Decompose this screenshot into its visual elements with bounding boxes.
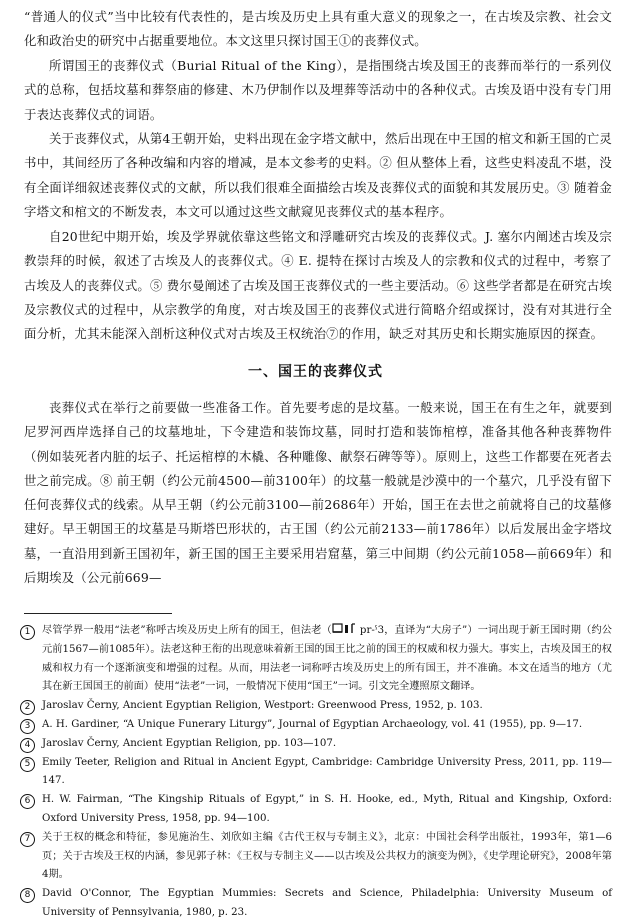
footnote-number: 2 <box>20 700 35 715</box>
footnote-text: David O'Connor, The Egyptian Mummies: Secrets and Science, Philadelphia: University Museum of University of Pennsylvania, 1980, p. 23. <box>42 888 612 918</box>
footnote-text: A. H. Gardiner, “A Unique Funerary Liturgy”, Journal of Egyptian Archaeology, vol. 41 (1955), pp. 9—17. <box>42 718 583 730</box>
footnote-divider <box>24 613 172 614</box>
footnote-item <box>20 829 612 885</box>
footnote-number: 3 <box>20 719 35 734</box>
footnote-text: Jaroslav Černy, Ancient Egyptian Religion, pp. 103—107. <box>42 737 337 749</box>
hieroglyph-pr-aa-icon <box>332 623 360 634</box>
footnote-item <box>20 622 612 697</box>
footnote-list <box>20 622 612 923</box>
footnote-number: 5 <box>20 757 35 772</box>
footnote-number: 7 <box>20 832 35 847</box>
footnote-item <box>20 697 612 716</box>
footnote-item <box>20 716 612 735</box>
section-heading: 一、国王的丧葬仪式 <box>248 364 383 380</box>
footnote-text: H. W. Fairman, “The Kingship Rituals of Egypt,” in S. H. Hooke, ed., Myth, Ritual and Kingship, Oxford: Oxford University Press, 1958, pp. 94—100. <box>42 794 612 824</box>
paragraph-2: 所谓国王的丧葬仪式（Burial Ritual of the King），是指围绕古埃及国王的丧葬而举行的一系列仪式的总称，包括坟墓和葬祭庙的修建、木乃伊制作以及埋葬等活动中的各种仪式。古埃及语中没有专门用于表达丧葬仪式的词语。 <box>24 58 612 122</box>
footnote-number: 8 <box>20 888 35 903</box>
footnote-text: Jaroslav Černy, Ancient Egyptian Religion, Westport: Greenwood Press, 1952, p. 103. <box>42 700 483 712</box>
footnote-number: 6 <box>20 794 35 809</box>
paragraph-4: 自20世纪中期开始，埃及学界就依靠这些铭文和浮雕研究古埃及的丧葬仪式。J. 塞尔内阐述古埃及宗教崇拜的时候，叙述了古埃及人的丧葬仪式。④ E. 提特在探讨古埃及人的宗教和仪式的过程中，考察了古埃及人的丧葬仪式。⑤ 费尔曼阐述了古埃及国王丧葬仪式的一些主要活动。⑥ 这些学者都是在研究古埃及宗教仪式的过程中，从宗教学的角度，对古埃及国王的丧葬仪式进行简略介绍或探讨，没有对其进行全面分析，尤其未能深入剖析这种仪式对古埃及王权统治⑦的作用，缺乏对其历史和长期实施原因的探查。 <box>24 229 612 342</box>
footnote-text: 关于王权的概念和特征，参见施治生、刘欣如主编《古代王权与专制主义》，北京：中国社会科学出版社，1993年，第1—6页；关于古埃及王权的内涵，参见郭子林：《王权与专制主义——以古埃及公共权力的演变为例》，《史学理论研究》，2008年第4期。 <box>42 831 612 881</box>
footnote-item <box>20 735 612 754</box>
footnote-item <box>20 754 612 792</box>
paragraph-5: 丧葬仪式在举行之前要做一些准备工作。首先要考虑的是坟墓。一般来说，国王在有生之年，就要到尼罗河西岸选择自己的坟墓地址，下令建造和装饰坟墓，同时打造和装饰棺椁，准备其他各种丧葬物件（例如装死者内脏的坛子、托运棺椁的木橇、各种雕像、献祭石碑等等）。原则上，这些工作都要在死者去世之前完成。⑧ 前王朝（约公元前4500—前3100年）的坟墓一般就是沙漠中的一个墓穴，几乎没有留下任何丧葬仪式的线索。从早王朝（约公元前3100—前2686年）开始，国王在去世之前就将自己的坟墓修建好。早王朝国王的坟墓是马斯塔巴形状的，古王国（约公元前2133—前1786年）以后发展出金字塔坟墓，一直沿用到新王国初年，新王国的国王主要采用岩窟墓，第三中间期（约公元前1058—前669年）和后期埃及（公元前669— <box>24 400 612 586</box>
footnote-text: 尽管学界一般用“法老”称呼古埃及历史上所有的国王，但法老（ pr-ˁ3，直译为“大房子”）一词出现于新王国时期（约公元前1567—前1085年）。法老这种王衔的出现意味着新王国的国王比之前的国王的权威和权力强大。事实上，古埃及国王的权威和权力有一个逐渐演变和增强的过程。从而，用法老一词称呼古埃及历史上的所有国王，并不准确。本文在适当的地方（尤其在新王国国王的前面）使用“法老”一词，一般情况下使用“国王”一词。引文完全遵照原文翻译。 <box>42 625 612 693</box>
footnote-text: Emily Teeter, Religion and Ritual in Ancient Egypt, Cambridge: Cambridge University Press, 2011, pp. 119—147. <box>42 756 612 787</box>
footnote-item <box>20 791 612 829</box>
paragraph-1: “普通人的仪式”当中比较有代表性的，是古埃及历史上具有重大意义的现象之一，在古埃及宗教、社会文化和政治史的研究中占据重要地位。本文这里只探讨国王①的丧葬仪式。 <box>24 9 612 49</box>
footnote-number: 4 <box>20 738 35 753</box>
paragraph-3: 关于丧葬仪式，从第4王朝开始，史料出现在金字塔文献中，然后出现在中王国的棺文和新王国的亡灵书中，其间经历了各种改编和内容的增减，是本文参考的史料。② 但从整体上看，这些史料凌乱不堪，没有全面详细叙述丧葬仪式的文献，所以我们很难全面描绘古埃及丧葬仪式的面貌和其发展历史。③ 随着金字塔文和棺文的不断发表，本文可以通过这些文献窥见丧葬仪式的基本程序。 <box>24 131 612 219</box>
footnote-item <box>20 885 612 923</box>
footnote-number: 1 <box>20 625 35 640</box>
